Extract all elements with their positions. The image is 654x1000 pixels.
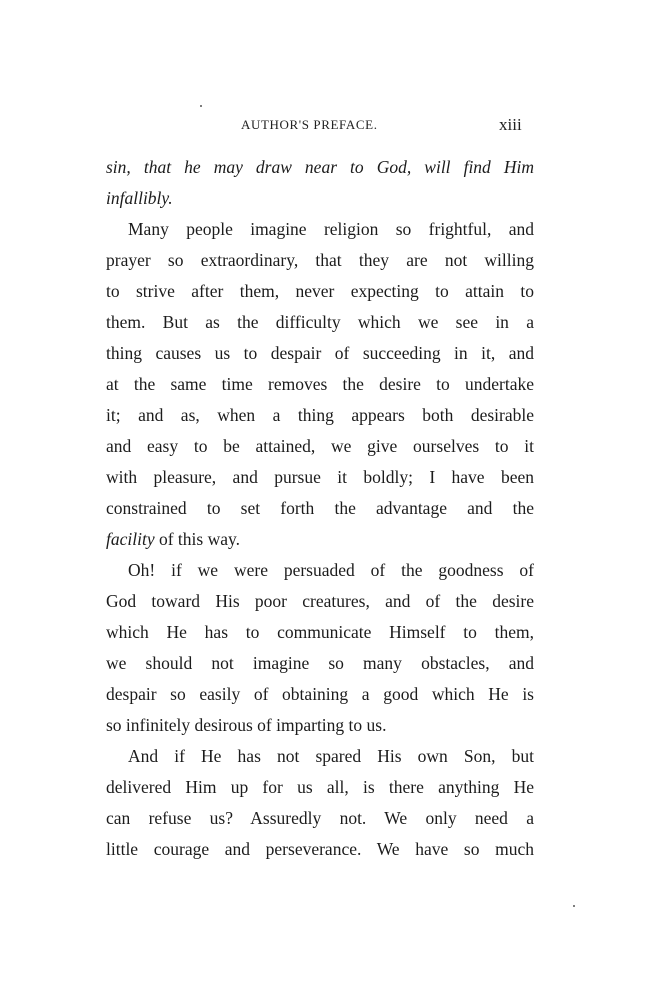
text-line: and easy to be attained, we give ourselves to it bbox=[106, 436, 534, 456]
running-title: AUTHOR'S PREFACE. bbox=[241, 117, 378, 132]
text-line: delivered Him up for us all, is there anything He bbox=[106, 777, 534, 797]
body-text bbox=[106, 152, 534, 865]
text-line: so infinitely desirous of imparting to us. bbox=[106, 715, 387, 735]
text-line: little courage and perseverance. We have so much bbox=[106, 839, 534, 859]
page-number: xiii bbox=[499, 115, 522, 134]
text-line: infallibly. bbox=[106, 188, 173, 208]
text-line: prayer so extraordinary, that they are not willing bbox=[106, 250, 534, 270]
italic-word: facility bbox=[106, 529, 155, 549]
text-fragment: of this way. bbox=[154, 529, 240, 549]
text-line: God toward His poor creatures, and of the desire bbox=[106, 591, 534, 611]
text-line: constrained to set forth the advantage and the bbox=[106, 498, 534, 518]
text-line: to strive after them, never expecting to attain to bbox=[106, 281, 534, 301]
text-line: despair so easily of obtaining a good which He is bbox=[106, 684, 534, 704]
text-line: Oh! if we were persuaded of the goodness of bbox=[128, 560, 534, 580]
text-line: can refuse us? Assuredly not. We only need a bbox=[106, 808, 534, 828]
text-line: with pleasure, and pursue it boldly; I have been bbox=[106, 467, 534, 487]
text-line: thing causes us to despair of succeeding in it, and bbox=[106, 343, 534, 363]
text-line: them. But as the difficulty which we see in a bbox=[106, 312, 534, 332]
text-line bbox=[106, 524, 534, 555]
text-line: it; and as, when a thing appears both desirable bbox=[106, 405, 534, 425]
running-header bbox=[0, 117, 654, 137]
text-line: we should not imagine so many obstacles, and bbox=[106, 653, 534, 673]
text-line: at the same time removes the desire to undertake bbox=[106, 374, 534, 394]
text-line: Many people imagine religion so frightful, and bbox=[128, 219, 534, 239]
text-line: And if He has not spared His own Son, but bbox=[128, 746, 534, 766]
print-speck bbox=[200, 105, 202, 107]
print-speck bbox=[573, 905, 575, 907]
text-line: sin, that he may draw near to God, will find Him bbox=[106, 157, 534, 177]
text-line: which He has to communicate Himself to them, bbox=[106, 622, 534, 642]
